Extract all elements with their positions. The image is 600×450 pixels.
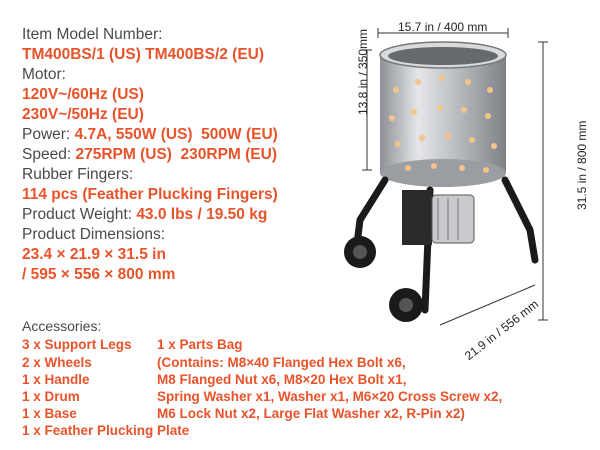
power-row: [22, 126, 278, 144]
power-label: Power:: [22, 126, 71, 143]
parts-bag-contents: (Contains: M8×40 Flanged Hex Bolt x6,: [157, 355, 406, 370]
speed-row: [22, 146, 277, 164]
motor-label: Motor:: [22, 66, 66, 83]
wheels: [344, 236, 423, 322]
speed-label: Speed:: [22, 146, 72, 163]
accessories-title: Accessories:: [22, 318, 102, 334]
motor: [402, 190, 474, 245]
weight-label: Product Weight:: [22, 206, 132, 223]
accessory-item: 1 x Drum: [22, 389, 80, 404]
top-width-label: 15.7 in / 400 mm: [398, 20, 488, 34]
weight-value: 43.0 lbs / 19.50 kg: [136, 206, 268, 223]
parts-bag-contents: M6 Lock Nut x2, Large Flat Washer x2, R-Pin x2): [157, 406, 465, 421]
speed-value: 275RPM (US) 230RPM (EU): [75, 146, 277, 163]
drum-height-label: 13.8 in / 350mm: [356, 28, 370, 115]
fingers-value: 114 pcs (Feather Plucking Fingers): [22, 186, 278, 203]
dimensions-value-in: 23.4 × 21.9 × 31.5 in: [22, 246, 166, 263]
motor-value-us: 120V~/60Hz (US): [22, 86, 144, 103]
drum: [380, 42, 506, 187]
parts-bag-item: 1 x Parts Bag: [157, 337, 243, 352]
motor-value-eu: 230V~/50Hz (EU): [22, 106, 144, 123]
depth-label: 21.9 in / 556 mm: [462, 296, 542, 364]
accessory-item: 1 x Handle: [22, 372, 90, 387]
model-value: TM400BS/1 (US) TM400BS/2 (EU): [22, 46, 265, 63]
accessory-item: 2 x Wheels: [22, 355, 92, 370]
dimensions-value-mm: / 595 × 556 × 800 mm: [22, 266, 176, 283]
accessory-item: 1 x Feather Plucking Plate: [22, 423, 190, 438]
weight-row: [22, 206, 267, 224]
accessory-item: 1 x Base: [22, 406, 77, 421]
parts-bag-contents: M8 Flanged Nut x6, M8×20 Hex Bolt x1,: [157, 372, 407, 387]
model-label: Item Model Number:: [22, 26, 163, 43]
fingers-label: Rubber Fingers:: [22, 166, 134, 183]
parts-bag-contents: Spring Washer x1, Washer x1, M6×20 Cross Screw x2,: [157, 389, 503, 404]
total-height-label: 31.5 in / 800 mm: [575, 120, 589, 210]
power-value: 4.7A, 550W (US) 500W (EU): [74, 126, 278, 143]
accessory-item: 3 x Support Legs: [22, 337, 132, 352]
dimensions-label: Product Dimensions:: [22, 226, 166, 243]
